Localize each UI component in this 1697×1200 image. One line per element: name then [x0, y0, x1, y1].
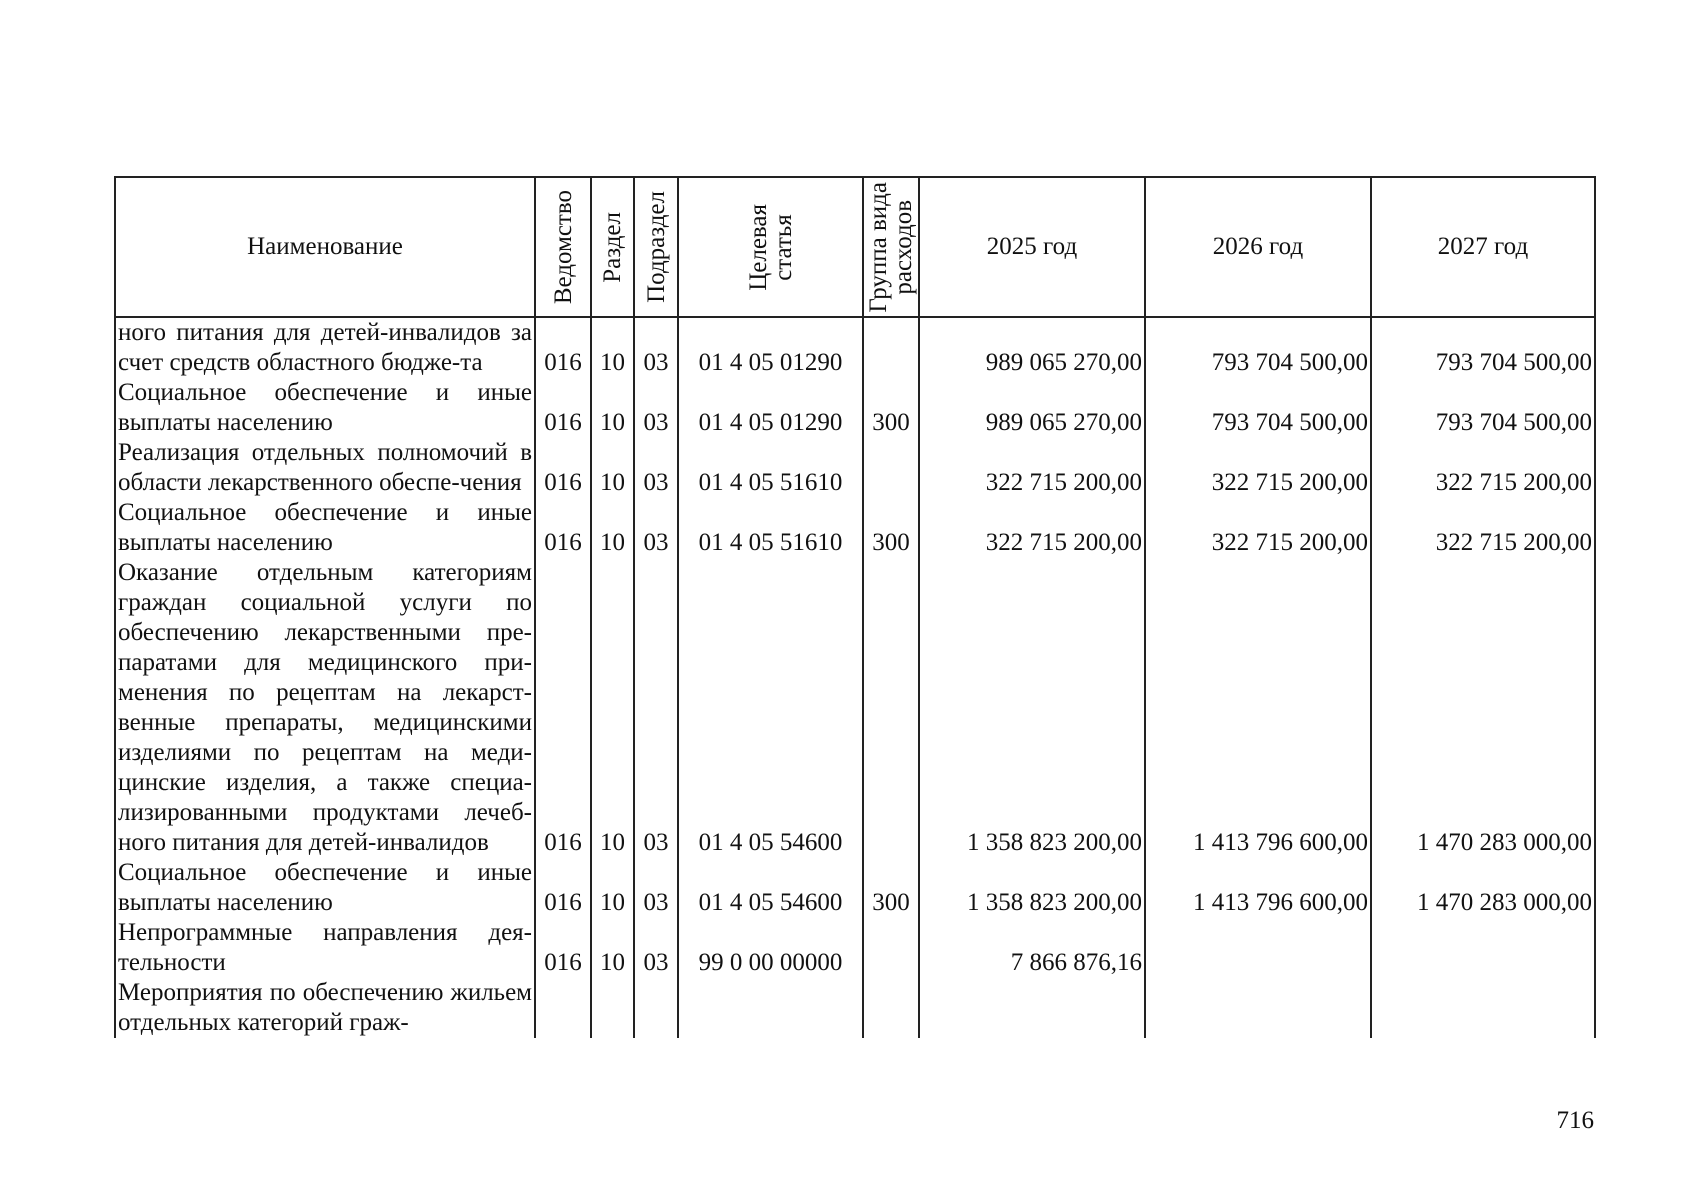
row-dept: 016 [535, 378, 591, 438]
row-name: Мероприятия по обеспечению жильем отдельных категорий граж- [115, 978, 535, 1038]
row-name: Оказание отдельным категориям граждан социальной услуги по обеспечению лекарственными пре-паратами для медицинского при-менения по рецептам на лекарст-венные препараты, медицинскими изделиями по рецептам на меди-цинские изделия, а также специа-лизированными продуктами лечеб-ного питания для детей-инвалидов [115, 558, 535, 858]
row-2026 [1145, 918, 1371, 978]
row-group: 300 [863, 378, 919, 438]
row-2026: 1 413 796 600,00 [1145, 858, 1371, 918]
row-dept: 016 [535, 918, 591, 978]
row-name: Непрограммные направления дея-тельности [115, 918, 535, 978]
row-group [863, 918, 919, 978]
header-group: Группа вида расходов [863, 177, 919, 317]
row-dept: 016 [535, 438, 591, 498]
row-2027: 793 704 500,00 [1371, 317, 1595, 378]
row-group: 300 [863, 498, 919, 558]
row-name: Социальное обеспечение и иные выплаты населению [115, 498, 535, 558]
row-subsection: 03 [634, 858, 678, 918]
row-2025: 989 065 270,00 [919, 378, 1145, 438]
header-2025: 2025 год [919, 177, 1145, 317]
row-target: 99 0 00 00000 [678, 918, 863, 978]
row-section: 10 [591, 558, 634, 858]
row-2025: 1 358 823 200,00 [919, 858, 1145, 918]
row-name: ного питания для детей-инвалидов за счет средств областного бюдже-та [115, 317, 535, 378]
row-2025: 989 065 270,00 [919, 317, 1145, 378]
page-number: 716 [1556, 1107, 1594, 1134]
row-section: 10 [591, 498, 634, 558]
row-name: Социальное обеспечение и иные выплаты населению [115, 858, 535, 918]
row-subsection: 03 [634, 378, 678, 438]
row-target: 01 4 05 01290 [678, 378, 863, 438]
row-2026 [1145, 978, 1371, 1038]
table-row [115, 858, 1595, 918]
table-row [115, 317, 1595, 378]
table-row [115, 378, 1595, 438]
row-2025: 1 358 823 200,00 [919, 558, 1145, 858]
table-row [115, 918, 1595, 978]
header-target: Целевая статья [678, 177, 863, 317]
row-section: 10 [591, 918, 634, 978]
row-2027: 793 704 500,00 [1371, 378, 1595, 438]
row-2025: 322 715 200,00 [919, 498, 1145, 558]
row-2026: 322 715 200,00 [1145, 498, 1371, 558]
row-dept: 016 [535, 858, 591, 918]
row-dept: 016 [535, 558, 591, 858]
table-row [115, 498, 1595, 558]
row-2026: 1 413 796 600,00 [1145, 558, 1371, 858]
budget-table [114, 176, 1596, 1038]
row-section [591, 978, 634, 1038]
row-section: 10 [591, 438, 634, 498]
row-2025: 322 715 200,00 [919, 438, 1145, 498]
row-2027: 1 470 283 000,00 [1371, 858, 1595, 918]
row-subsection: 03 [634, 438, 678, 498]
row-group [863, 558, 919, 858]
row-target: 01 4 05 54600 [678, 858, 863, 918]
row-group [863, 438, 919, 498]
row-2027: 1 470 283 000,00 [1371, 558, 1595, 858]
row-subsection [634, 978, 678, 1038]
row-2027 [1371, 918, 1595, 978]
row-target [678, 978, 863, 1038]
row-group [863, 978, 919, 1038]
row-name: Социальное обеспечение и иные выплаты населению [115, 378, 535, 438]
row-2027 [1371, 978, 1595, 1038]
header-subsection: Подраздел [634, 177, 678, 317]
row-subsection: 03 [634, 918, 678, 978]
row-subsection: 03 [634, 317, 678, 378]
row-section: 10 [591, 378, 634, 438]
header-dept: Ведомство [535, 177, 591, 317]
row-subsection: 03 [634, 498, 678, 558]
row-group [863, 317, 919, 378]
row-group: 300 [863, 858, 919, 918]
row-2026: 793 704 500,00 [1145, 317, 1371, 378]
row-target: 01 4 05 54600 [678, 558, 863, 858]
row-target: 01 4 05 51610 [678, 498, 863, 558]
row-section: 10 [591, 858, 634, 918]
table-row [115, 438, 1595, 498]
row-2026: 793 704 500,00 [1145, 378, 1371, 438]
row-dept: 016 [535, 317, 591, 378]
header-2026: 2026 год [1145, 177, 1371, 317]
row-2027: 322 715 200,00 [1371, 498, 1595, 558]
row-dept [535, 978, 591, 1038]
row-subsection: 03 [634, 558, 678, 858]
row-section: 10 [591, 317, 634, 378]
row-target: 01 4 05 01290 [678, 317, 863, 378]
table-row [115, 558, 1595, 858]
row-dept: 016 [535, 498, 591, 558]
row-target: 01 4 05 51610 [678, 438, 863, 498]
table-row [115, 978, 1595, 1038]
header-2027: 2027 год [1371, 177, 1595, 317]
row-2025 [919, 978, 1145, 1038]
row-name: Реализация отдельных полномочий в области лекарственного обеспе-чения [115, 438, 535, 498]
row-2027: 322 715 200,00 [1371, 438, 1595, 498]
header-name: Наименование [115, 177, 535, 317]
header-row [115, 177, 1595, 317]
row-2026: 322 715 200,00 [1145, 438, 1371, 498]
row-2025: 7 866 876,16 [919, 918, 1145, 978]
header-section: Раздел [591, 177, 634, 317]
